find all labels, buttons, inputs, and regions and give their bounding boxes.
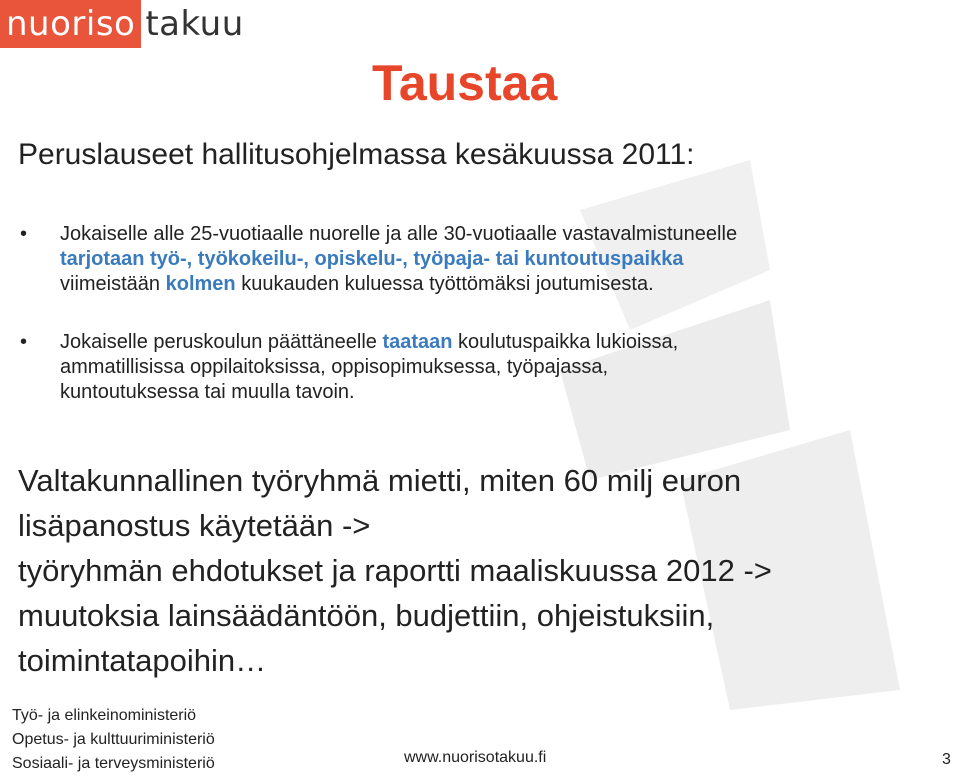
bullet-line: kuntoutuksessa tai muulla tavoin. [60, 381, 355, 403]
nuorisotakuu-logo [0, 0, 244, 48]
bullet-dot: • [20, 331, 28, 353]
footer-ministry: Työ- ja elinkeinoministeriö [12, 707, 197, 724]
bullet-dot: • [20, 223, 28, 245]
footer-ministry: Sosiaali- ja terveysministeriö [12, 755, 215, 772]
bullet-highlight: taataan [382, 331, 453, 353]
footer-ministry: Opetus- ja kulttuuriministeriö [12, 731, 215, 748]
main-line: työryhmän ehdotukset ja raportti maaliskuussa 2012 -> [18, 553, 772, 588]
bullet-line: Jokaiselle alle 25-vuotiaalle nuorelle ja alle 30-vuotiaalle vastavalmistuneelle [60, 223, 738, 245]
bullet-list [20, 222, 940, 405]
slide-title: Taustaa [372, 55, 558, 111]
bullet-highlight: tarjotaan työ-, työkokeilu-, opiskelu-, työpaja- tai kuntoutuspaikka [60, 248, 684, 270]
bullet-line: ammatillisissa oppilaitoksissa, oppisopimuksessa, työpajassa, [60, 356, 609, 378]
logo-part2: takuu [145, 4, 244, 44]
bullet-highlight: kolmen [165, 273, 236, 295]
main-paragraph [18, 458, 938, 683]
bullet-text: Jokaiselle peruskoulun päättäneelle [60, 331, 377, 353]
page-number: 3 [942, 751, 951, 768]
bullet-text: viimeistään [60, 273, 161, 295]
bullet-item [20, 222, 940, 297]
logo-part1: nuoriso [0, 0, 141, 48]
bullet-text: koulutuspaikka lukioissa, [458, 331, 679, 353]
footer-ministries [12, 704, 215, 776]
slide-subtitle: Peruslauseet hallitusohjelmassa kesäkuussa 2011: [18, 138, 695, 171]
bullet-text: kuukauden kuluessa työttömäksi joutumisesta. [241, 273, 654, 295]
bullet-line [60, 330, 940, 355]
main-line: Valtakunnallinen työryhmä mietti, miten 60 milj euron [18, 463, 742, 498]
footer-url-link[interactable]: www.nuorisotakuu.fi [404, 749, 547, 766]
bullet-item [20, 330, 940, 405]
bullet-line [60, 272, 940, 297]
main-line: lisäpanostus käytetään -> [18, 508, 371, 543]
main-line: muutoksia lainsäädäntöön, budjettiin, ohjeistuksiin, [18, 598, 715, 633]
main-line: toimintatapoihin… [18, 643, 267, 678]
